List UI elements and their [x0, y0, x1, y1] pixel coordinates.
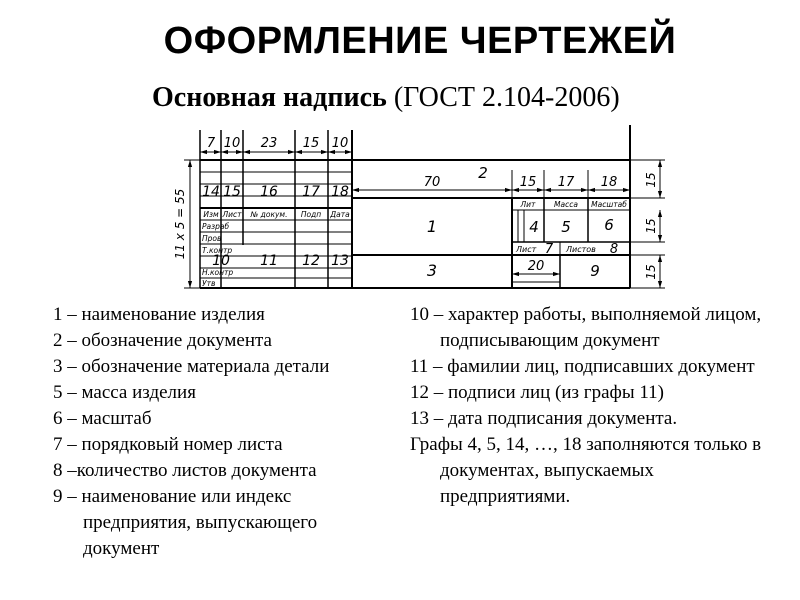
dim-17: 17: [557, 175, 575, 190]
dim-70: 70: [423, 175, 441, 190]
col-label-list: Лист: [222, 210, 242, 219]
legend-item: 1 – наименование изделия: [53, 304, 265, 325]
field-10: 10: [212, 253, 230, 269]
field-7: 7: [544, 242, 554, 257]
legend-item: Графы 4, 5, 14, …, 18 заполняются только в документах, выпускаемых предприятиями.: [410, 434, 762, 507]
dim-15b: 15: [519, 175, 537, 190]
legend-item: 12 – подписи лиц (из графы 11): [410, 382, 664, 403]
field-9: 9: [590, 262, 600, 280]
field-15: 15: [223, 184, 241, 200]
field-17: 17: [302, 184, 320, 200]
legend-item: 6 – масштаб: [53, 408, 152, 429]
legend-right: [410, 302, 770, 510]
subtitle-normal: (ГОСТ 2.104-2006): [386, 82, 620, 113]
side-dim-label: 11 x 5 = 55: [173, 188, 187, 260]
field-16: 16: [260, 184, 278, 200]
legend-item: 9 – наименование или индекс предприятия, выпускающего документ: [53, 486, 318, 559]
legend-item: 7 – порядковый номер листа: [53, 434, 283, 455]
field-6: 6: [604, 216, 614, 234]
col-label-data: Дата: [330, 210, 350, 219]
row-label-razrab: Разраб: [202, 222, 230, 231]
mini-label-listov: Листов: [566, 245, 596, 254]
field-1: 1: [426, 217, 438, 236]
field-13: 13: [331, 253, 349, 269]
dim-10a: 10: [223, 136, 241, 151]
field-18: 18: [331, 184, 349, 200]
subtitle-bold: Основная надпись: [152, 82, 387, 113]
dim-10b: 10: [331, 136, 349, 151]
field-2: 2: [478, 164, 488, 182]
field-12: 12: [302, 253, 320, 269]
field-8: 8: [609, 242, 619, 257]
legend-item: 8 –количество листов документа: [53, 460, 317, 481]
field-4: 4: [529, 218, 539, 236]
mini-label-list: Лист: [516, 245, 537, 254]
dim-7: 7: [206, 136, 216, 151]
right-dim-15c: 15: [644, 264, 658, 280]
field-5: 5: [561, 218, 571, 236]
dim-20: 20: [527, 259, 545, 274]
dim-23: 23: [260, 136, 278, 151]
col-label-n-dokum: № докум.: [250, 210, 288, 219]
legend-item: 5 – масса изделия: [53, 382, 196, 403]
right-dim-15a: 15: [644, 172, 658, 188]
field-11: 11: [260, 253, 278, 269]
dim-18: 18: [600, 175, 618, 190]
legend-item: 11 – фамилии лиц, подписавших документ: [410, 356, 755, 377]
dimension-extension-lines: [352, 170, 588, 198]
mini-label-massa: Масса: [554, 200, 578, 209]
mini-label-masshtab: Масштаб: [591, 200, 627, 209]
main-block-lines: [352, 198, 630, 288]
right-dim-15b: 15: [644, 218, 658, 234]
dim-15a: 15: [302, 136, 320, 151]
field-3: 3: [426, 261, 438, 280]
col-label-podp: Подп: [300, 210, 322, 219]
row-label-n-kontr: Н.контр: [202, 268, 234, 277]
mini-label-lit: Лит: [520, 200, 536, 209]
legend-item: 13 – дата подписания документа.: [410, 408, 678, 429]
legend-left: [53, 302, 398, 562]
legend-item: 3 – обозначение материала детали: [53, 356, 330, 377]
row-label-prov: Пров: [202, 234, 222, 243]
row-label-t-kontr: Т.контр: [202, 246, 233, 255]
field-14: 14: [202, 184, 220, 200]
row-label-utv: Утв: [202, 279, 216, 288]
page-title: ОФОРМЛЕНИЕ ЧЕРТЕЖЕЙ: [163, 20, 677, 62]
legend-item: 2 – обозначение документа: [53, 330, 272, 351]
col-label-izm: Изм: [203, 210, 219, 219]
legend-item: 10 – характер работы, выполняемой лицом, подписывающим документ: [410, 304, 762, 351]
